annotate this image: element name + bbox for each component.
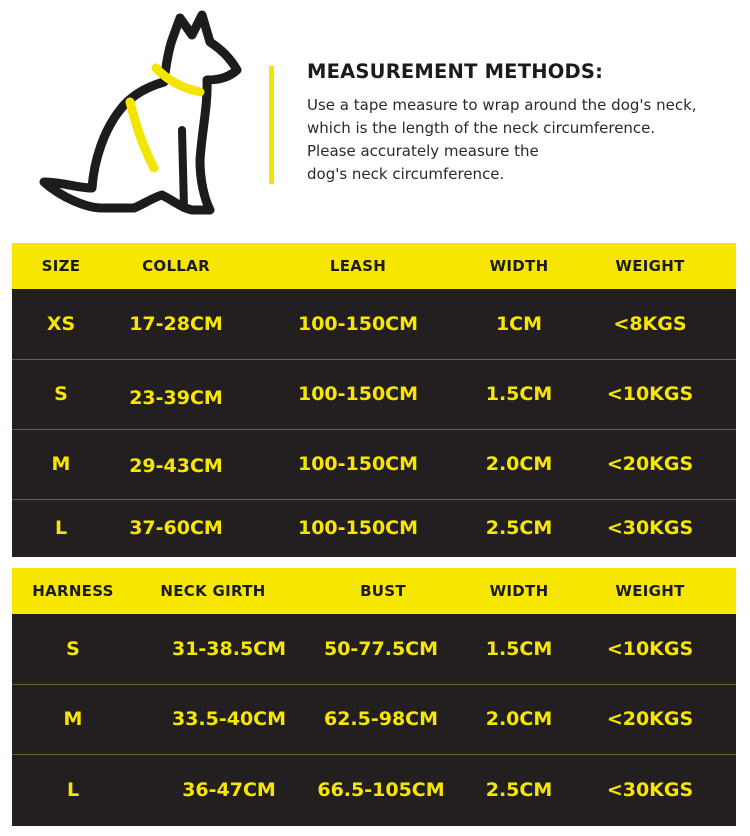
section-title: MEASUREMENT METHODS: — [307, 60, 604, 83]
header-cell-harness: HARNESS — [32, 582, 114, 600]
cell-size: L — [54, 517, 68, 539]
header-cell-collar: COLLAR — [142, 257, 210, 275]
header-cell-leash: LEASH — [329, 257, 387, 275]
header-cell-weight: WEIGHT — [615, 582, 685, 600]
header-cell-width: WIDTH — [489, 257, 549, 275]
cell-collar: 17-28CM — [129, 313, 223, 335]
cell-width: 1.5CM — [485, 383, 553, 405]
section-description — [307, 94, 697, 186]
table-body — [12, 614, 736, 826]
cell-neck-girth: 36-47CM — [182, 779, 276, 801]
cell-size: M — [51, 453, 71, 475]
cell-weight: <8KGS — [613, 313, 687, 335]
cell-weight: <30KGS — [606, 779, 694, 801]
harness-size-table — [12, 568, 736, 826]
cell-leash: 100-150CM — [297, 517, 419, 539]
table-header — [12, 243, 736, 289]
measurement-section — [0, 0, 750, 236]
cell-harness: S — [66, 638, 80, 660]
table-row — [12, 754, 736, 826]
description-line: Please accurately measure the — [307, 142, 539, 160]
cell-harness: L — [66, 779, 80, 801]
cell-weight: <10KGS — [606, 383, 694, 405]
cell-size: XS — [46, 313, 76, 335]
cell-weight: <30KGS — [606, 517, 694, 539]
cell-size: S — [54, 383, 68, 405]
cell-collar: 37-60CM — [129, 517, 223, 539]
cell-neck-girth: 31-38.5CM — [171, 638, 287, 660]
table-row — [12, 499, 736, 557]
cell-leash: 100-150CM — [297, 453, 419, 475]
cell-bust: 62.5-98CM — [323, 708, 439, 730]
description-line: dog's neck circumference. — [307, 165, 505, 183]
description-line: Use a tape measure to wrap around the dog's neck, — [307, 96, 697, 114]
cell-weight: <20KGS — [606, 708, 694, 730]
cell-collar: 29-43CM — [129, 455, 223, 477]
header-cell-bust: BUST — [360, 582, 406, 600]
cell-neck-girth: 33.5-40CM — [171, 708, 287, 730]
cell-width: 2.5CM — [485, 517, 553, 539]
cell-collar: 23-39CM — [129, 387, 223, 409]
cell-width: 1.5CM — [485, 638, 553, 660]
table-row — [12, 429, 736, 499]
cell-width: 1CM — [495, 313, 543, 335]
table-row — [12, 614, 736, 684]
header-cell-size: SIZE — [41, 257, 81, 275]
cell-harness: M — [63, 708, 83, 730]
table-body — [12, 289, 736, 557]
cell-weight: <10KGS — [606, 638, 694, 660]
cell-leash: 100-150CM — [297, 313, 419, 335]
header-cell-width: WIDTH — [489, 582, 549, 600]
cell-width: 2.0CM — [485, 453, 553, 475]
dog-illustration-icon — [32, 10, 262, 225]
table-row — [12, 289, 736, 359]
header-cell-weight: WEIGHT — [615, 257, 685, 275]
cell-weight: <20KGS — [606, 453, 694, 475]
cell-bust: 66.5-105CM — [317, 779, 445, 801]
cell-width: 2.5CM — [485, 779, 553, 801]
cell-width: 2.0CM — [485, 708, 553, 730]
table-row — [12, 684, 736, 754]
table-header — [12, 568, 736, 614]
accent-divider — [269, 66, 274, 184]
cell-leash: 100-150CM — [297, 383, 419, 405]
cell-bust: 50-77.5CM — [323, 638, 439, 660]
collar-size-table — [12, 243, 736, 557]
description-line: which is the length of the neck circumference. — [307, 119, 656, 137]
header-cell-neck-girth: NECK GIRTH — [160, 582, 266, 600]
table-row — [12, 359, 736, 429]
